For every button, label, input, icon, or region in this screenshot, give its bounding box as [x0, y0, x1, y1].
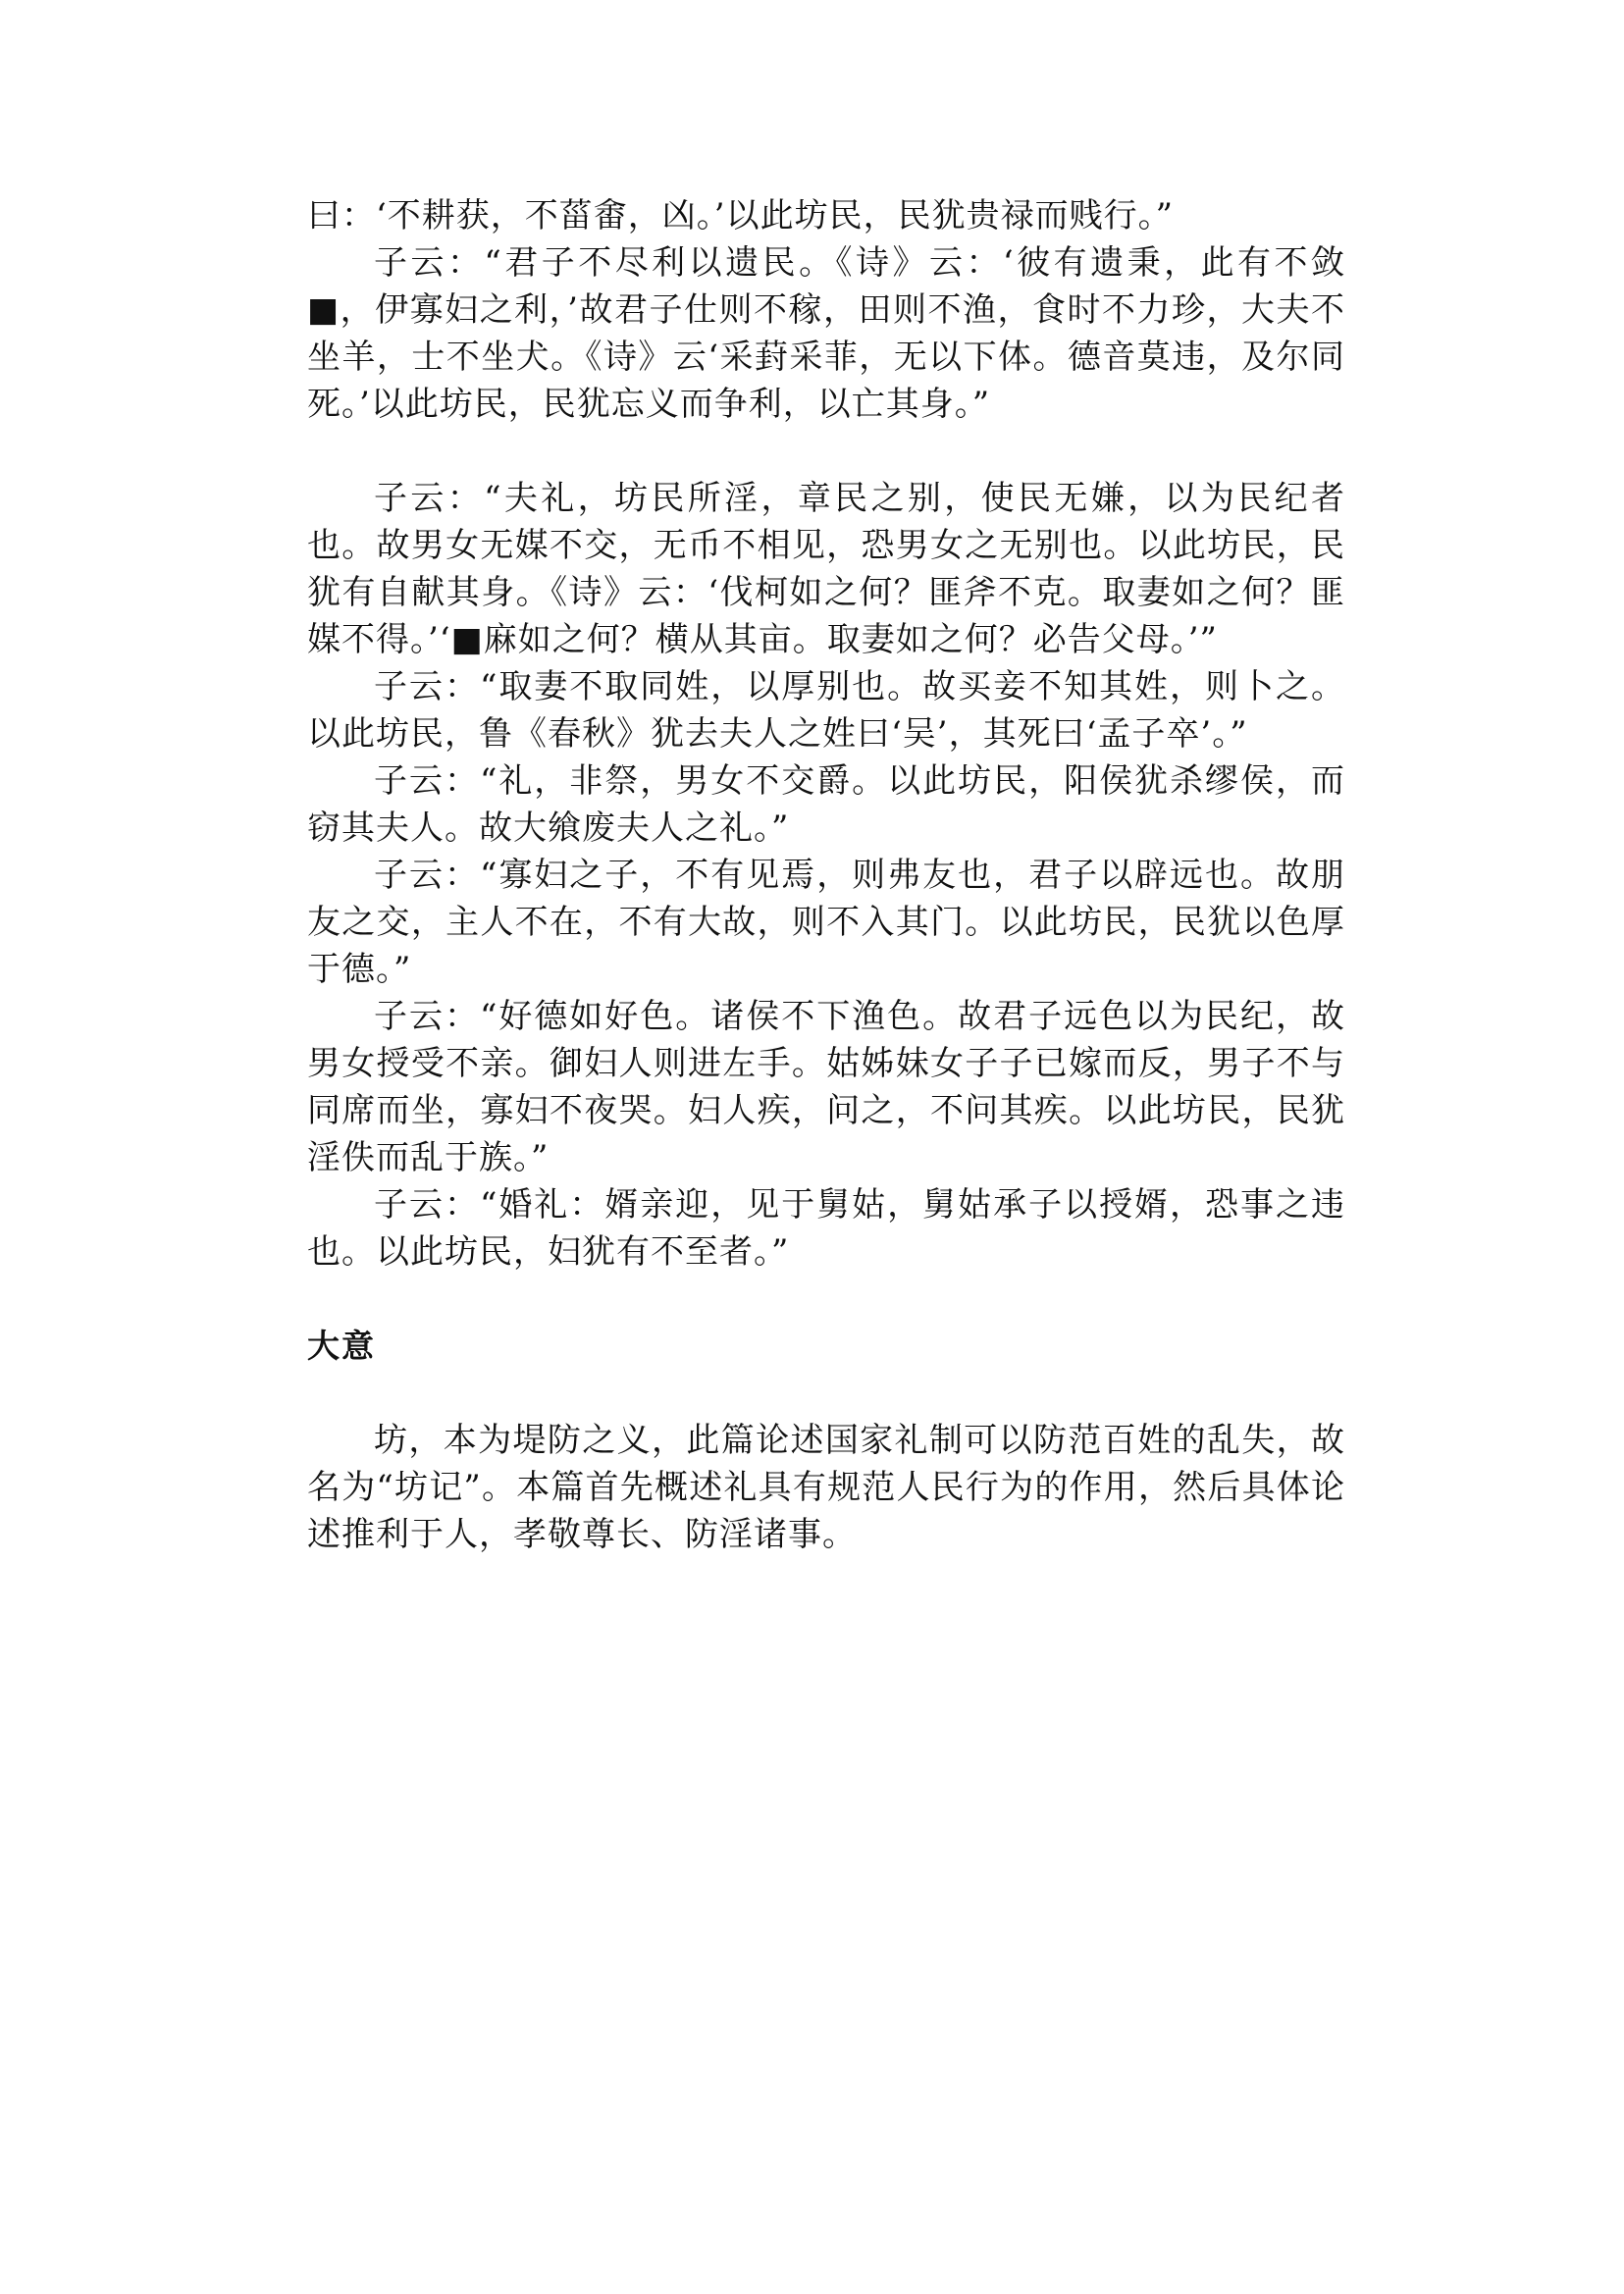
document-page: [307, 192, 1345, 1558]
paragraph: 子云：“夫礼，坊民所淫，章民之别，使民无嫌，以为民纪者也。故男女无媒不交，无币不相见，恐男女之无别也。以此坊民，民犹有自献其身。《诗》云：‘伐柯如之何？匪斧不克。取妻如之何？匪媒不得。’‘■麻如之何？横从其亩。取妻如之何？必告父母。’”: [307, 479, 1345, 659]
paragraph: 子云：“君子不尽利以遗民。《诗》云：‘彼有遗秉，此有不敛■，伊寡妇之利，’故君子仕则不稼，田则不渔，食时不力珍，大夫不坐羊，士不坐犬。《诗》云‘采葑采菲，无以下体。德音莫违，及尔同死。’以此坊民，民犹忘义而争利，以亡其身。”: [307, 243, 1345, 424]
heading-gap: [307, 1370, 1345, 1417]
summary-paragraph: 坊，本为堤防之义，此篇论述国家礼制可以防范百姓的乱失，故名为“坊记”。本篇首先概述礼具有规范人民行为的作用，然后具体论述推利于人，孝敬尊长、防淫诸事。: [307, 1421, 1345, 1554]
paragraph-gap: [307, 428, 1345, 475]
paragraph: 子云：“婚礼：婿亲迎，见于舅姑，舅姑承子以授婿，恐事之违也。以此坊民，妇犹有不至者。”: [307, 1185, 1345, 1272]
section-gap: [307, 1276, 1345, 1323]
section-heading: 大意: [307, 1327, 376, 1365]
paragraph: 子云：“好德如好色。诸侯不下渔色。故君子远色以为民纪，故男女授受不亲。御妇人则进左手。姑姊妹女子子已嫁而反，男子不与同席而坐，寡妇不夜哭。妇人疾，问之，不问其疾。以此坊民，民犹淫佚而乱于族。”: [307, 997, 1345, 1177]
paragraph: 子云：“取妻不取同姓，以厚别也。故买妾不知其姓，则卜之。以此坊民，鲁《春秋》犹去夫人之姓曰‘吴’，其死曰‘孟子卒’。”: [307, 667, 1345, 754]
paragraph: 子云：“寡妇之子，不有见焉，则弗友也，君子以辟远也。故朋友之交，主人不在，不有大故，则不入其门。以此坊民，民犹以色厚于德。”: [307, 856, 1345, 989]
paragraph-continuation: 曰：‘不耕获，不菑畬，凶。’以此坊民，民犹贵禄而贱行。”: [307, 196, 1174, 235]
paragraph: 子云：“礼，非祭，男女不交爵。以此坊民，阳侯犹杀缪侯，而窃其夫人。故大飨废夫人之礼。”: [307, 761, 1345, 848]
